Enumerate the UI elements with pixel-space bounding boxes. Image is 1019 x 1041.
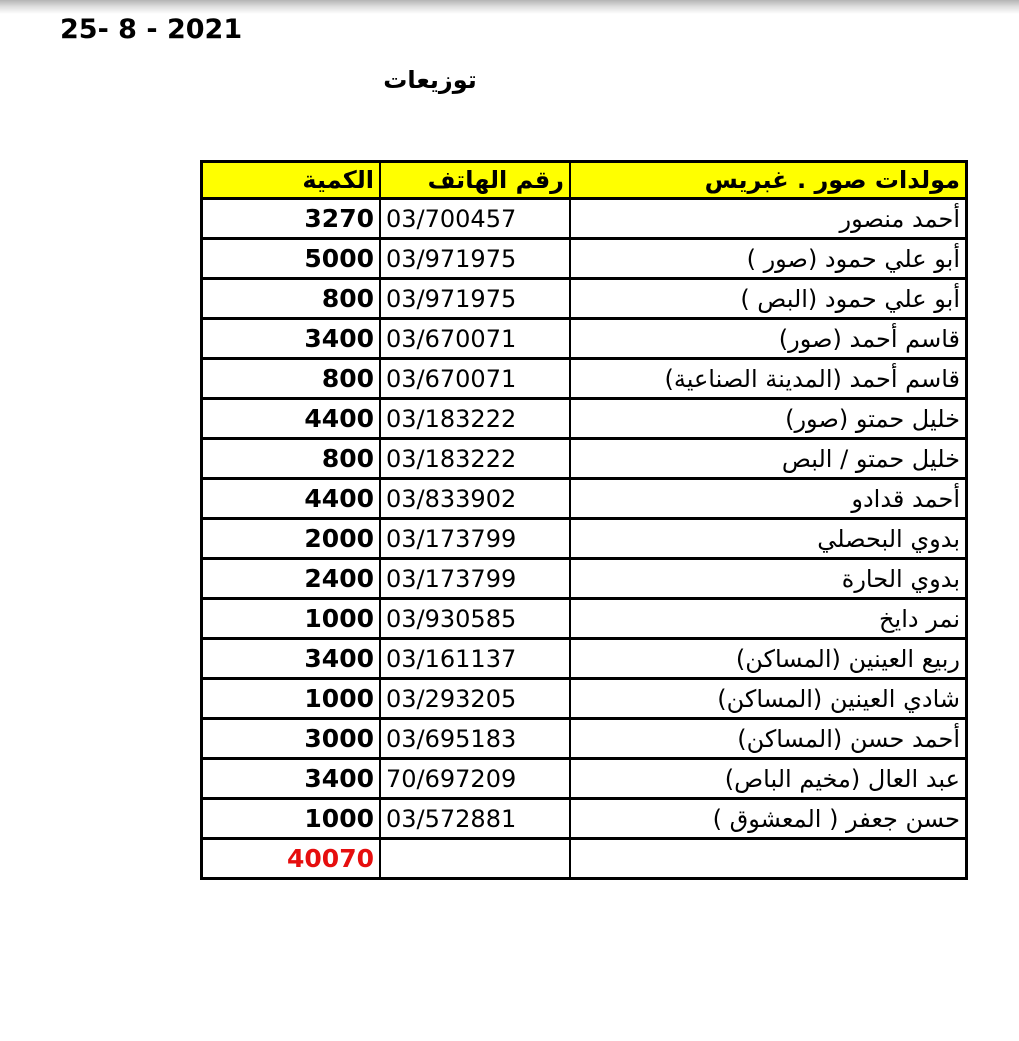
phone-number: 03/183222	[380, 439, 570, 479]
table-row	[202, 799, 967, 839]
document-date: 25- 8 - 2021	[60, 14, 243, 45]
generator-name: شادي العينين (المساكن)	[570, 679, 967, 719]
total-quantity: 40070	[202, 839, 381, 879]
distribution-table	[200, 160, 968, 880]
quantity-value: 800	[202, 279, 381, 319]
total-name-cell-empty	[570, 839, 967, 879]
quantity-value: 3400	[202, 639, 381, 679]
table-row	[202, 519, 967, 559]
phone-number: 03/670071	[380, 319, 570, 359]
quantity-value: 5000	[202, 239, 381, 279]
total-row	[202, 839, 967, 879]
generator-name: أحمد منصور	[570, 199, 967, 239]
quantity-value: 2400	[202, 559, 381, 599]
phone-number: 03/700457	[380, 199, 570, 239]
table-header	[202, 162, 967, 199]
quantity-value: 2000	[202, 519, 381, 559]
header-generators: مولدات صور . غبريس	[570, 162, 967, 199]
phone-number: 03/833902	[380, 479, 570, 519]
generator-name: خليل حمتو / البص	[570, 439, 967, 479]
table-row	[202, 359, 967, 399]
phone-number: 03/173799	[380, 559, 570, 599]
phone-number: 03/183222	[380, 399, 570, 439]
table-row	[202, 199, 967, 239]
scan-edge-shade	[0, 0, 1019, 14]
quantity-value: 3400	[202, 759, 381, 799]
generator-name: قاسم أحمد (صور)	[570, 319, 967, 359]
phone-number: 03/173799	[380, 519, 570, 559]
table-row	[202, 719, 967, 759]
quantity-value: 4400	[202, 479, 381, 519]
quantity-value: 3000	[202, 719, 381, 759]
phone-number: 03/971975	[380, 239, 570, 279]
table-row	[202, 279, 967, 319]
phone-number: 03/695183	[380, 719, 570, 759]
generator-name: أحمد حسن (المساكن)	[570, 719, 967, 759]
generator-name: أبو علي حمود (صور )	[570, 239, 967, 279]
generator-name: ربيع العينين (المساكن)	[570, 639, 967, 679]
table-row	[202, 639, 967, 679]
generator-name: بدوي الحارة	[570, 559, 967, 599]
quantity-value: 800	[202, 439, 381, 479]
generator-name: قاسم أحمد (المدينة الصناعية)	[570, 359, 967, 399]
quantity-value: 1000	[202, 799, 381, 839]
generator-name: بدوي البحصلي	[570, 519, 967, 559]
quantity-value: 1000	[202, 599, 381, 639]
total-phone-cell-empty	[380, 839, 570, 879]
generator-name: نمر دايخ	[570, 599, 967, 639]
table-row	[202, 399, 967, 439]
header-quantity: الكمية	[202, 162, 381, 199]
phone-number: 70/697209	[380, 759, 570, 799]
table-row	[202, 599, 967, 639]
generator-name: خليل حمتو (صور)	[570, 399, 967, 439]
quantity-value: 800	[202, 359, 381, 399]
header-phone: رقم الهاتف	[380, 162, 570, 199]
table-row	[202, 239, 967, 279]
header-row	[202, 162, 967, 199]
phone-number: 03/930585	[380, 599, 570, 639]
quantity-value: 3400	[202, 319, 381, 359]
generator-name: أبو علي حمود (البص )	[570, 279, 967, 319]
phone-number: 03/971975	[380, 279, 570, 319]
table-row	[202, 759, 967, 799]
generator-name: أحمد قدادو	[570, 479, 967, 519]
table-row	[202, 479, 967, 519]
phone-number: 03/161137	[380, 639, 570, 679]
table-row	[202, 439, 967, 479]
phone-number: 03/293205	[380, 679, 570, 719]
table-row	[202, 679, 967, 719]
quantity-value: 4400	[202, 399, 381, 439]
table-body	[202, 199, 967, 839]
document-title: توزيعات	[383, 66, 477, 94]
table-row	[202, 559, 967, 599]
table-row	[202, 319, 967, 359]
quantity-value: 3270	[202, 199, 381, 239]
table-footer	[202, 839, 967, 879]
quantity-value: 1000	[202, 679, 381, 719]
phone-number: 03/572881	[380, 799, 570, 839]
generator-name: عبد العال (مخيم الباص)	[570, 759, 967, 799]
phone-number: 03/670071	[380, 359, 570, 399]
generator-name: حسن جعفر ( المعشوق )	[570, 799, 967, 839]
